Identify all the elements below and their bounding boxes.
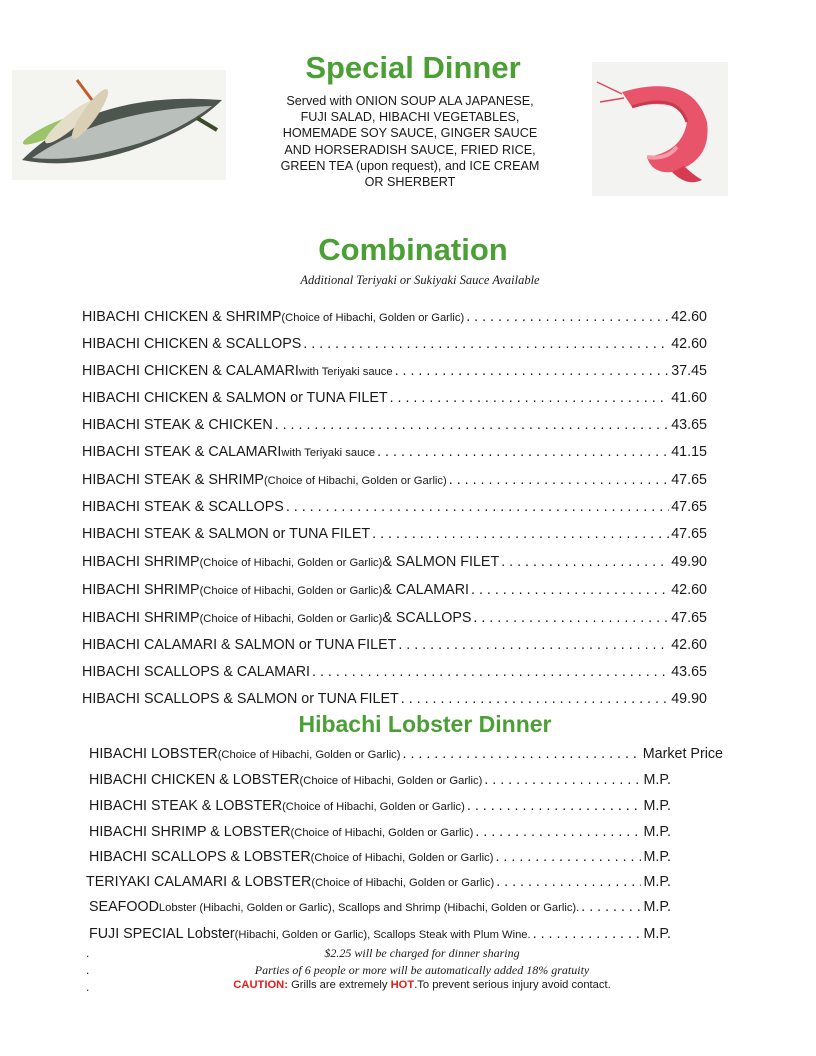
lobster-title: Hibachi Lobster Dinner bbox=[298, 711, 552, 737]
dot-leader bbox=[312, 664, 669, 680]
dot-leader bbox=[496, 874, 641, 890]
item-note: (Choice of Hibachi, Golden or Garlic) bbox=[199, 557, 383, 569]
item-name: HIBACHI STEAK & CALAMARI bbox=[82, 444, 282, 460]
item-name: HIBACHI CHICKEN & SCALLOPS bbox=[82, 336, 302, 352]
item-note: Lobster (Hibachi, Golden or Garlic), Scallops and Shrimp (Hibachi, Golden or Garlic). bbox=[158, 902, 580, 914]
item-name: HIBACHI STEAK & SCALLOPS bbox=[82, 499, 284, 515]
menu-row bbox=[82, 637, 707, 653]
item-name: HIBACHI CHICKEN & SALMON or TUNA FILET bbox=[82, 390, 388, 406]
dot-leader bbox=[449, 472, 669, 488]
item-name: HIBACHI STEAK & LOBSTER bbox=[89, 798, 283, 814]
item-note: (Choice of Hibachi, Golden or Garlic) bbox=[311, 877, 495, 889]
item-price: 47.65 bbox=[671, 526, 707, 542]
item-price: 49.90 bbox=[671, 554, 707, 570]
item-note: (Choice of Hibachi, Golden or Garlic) bbox=[199, 613, 383, 625]
item-price: M.P. bbox=[643, 926, 671, 942]
item-note: (Choice of Hibachi, Golden or Garlic) bbox=[282, 801, 465, 813]
item-note: (Choice of Hibachi, Golden or Garlic) bbox=[290, 827, 474, 839]
item-price: M.P. bbox=[643, 849, 671, 865]
menu-row bbox=[82, 363, 707, 379]
tempura-image bbox=[12, 70, 226, 180]
item-price: 47.65 bbox=[671, 472, 707, 488]
item-price: 41.15 bbox=[671, 444, 707, 460]
dot-leader bbox=[275, 417, 670, 433]
dot-leader bbox=[403, 746, 641, 762]
intro-line: OR SHERBERT bbox=[364, 175, 456, 190]
item-note: (Choice of Hibachi, Golden or Garlic) bbox=[263, 475, 447, 487]
item-note: (Choice of Hibachi, Golden or Garlic) bbox=[217, 749, 401, 761]
item-name: HIBACHI SHRIMP bbox=[82, 582, 200, 598]
item-name: SEAFOOD bbox=[89, 899, 159, 915]
menu-row bbox=[82, 417, 707, 433]
item-name-extra: & SALMON FILET bbox=[382, 554, 500, 570]
item-name: TERIYAKI CALAMARI & LOBSTER bbox=[86, 874, 312, 890]
item-name-extra: & SCALLOPS bbox=[382, 610, 472, 626]
combination-title: Combination bbox=[318, 232, 508, 267]
item-name: HIBACHI STEAK & SHRIMP bbox=[82, 472, 264, 488]
item-price: M.P. bbox=[643, 874, 671, 890]
dot-leader bbox=[390, 390, 670, 406]
item-name: HIBACHI SHRIMP bbox=[82, 554, 200, 570]
item-name: HIBACHI SCALLOPS & SALMON or TUNA FILET bbox=[82, 691, 399, 707]
item-price: 42.60 bbox=[671, 582, 707, 598]
item-name: HIBACHI CHICKEN & SHRIMP bbox=[82, 309, 282, 325]
intro-text bbox=[260, 93, 560, 190]
item-name: HIBACHI SHRIMP & LOBSTER bbox=[89, 824, 291, 840]
item-note: (Choice of Hibachi, Golden or Garlic) bbox=[281, 312, 465, 324]
combination-subtitle: Additional Teriyaki or Sukiyaki Sauce Available bbox=[300, 273, 540, 287]
item-note: (Hibachi, Golden or Garlic), Scallops Steak with Plum Wine. bbox=[234, 929, 531, 941]
menu-row bbox=[89, 798, 671, 814]
menu-row bbox=[82, 390, 707, 406]
item-name: HIBACHI SCALLOPS & LOBSTER bbox=[89, 849, 311, 865]
dot-leader bbox=[395, 363, 670, 379]
item-price: 47.65 bbox=[671, 610, 707, 626]
gratuity-note: Parties of 6 people or more will be automatically added 18% gratuity bbox=[254, 963, 590, 977]
item-price: 42.60 bbox=[671, 637, 707, 653]
item-price: M.P. bbox=[643, 772, 671, 788]
item-price: M.P. bbox=[643, 798, 671, 814]
dot-leader bbox=[471, 582, 669, 598]
menu-row bbox=[82, 472, 707, 488]
intro-line: FUJI SALAD, HIBACHI VEGETABLES, bbox=[300, 110, 520, 125]
item-price: 49.90 bbox=[671, 691, 707, 707]
item-note: (Choice of Hibachi, Golden or Garlic) bbox=[299, 775, 483, 787]
item-price: Market Price bbox=[642, 746, 723, 762]
menu-row bbox=[86, 874, 671, 890]
menu-row bbox=[82, 309, 707, 325]
menu-row bbox=[89, 899, 671, 915]
intro-line: HOMEMADE SOY SAUCE, GINGER SAUCE bbox=[282, 126, 538, 141]
item-note: (Choice of Hibachi, Golden or Garlic) bbox=[199, 585, 383, 597]
menu-row bbox=[82, 554, 707, 570]
menu-row bbox=[82, 444, 707, 460]
caution-note bbox=[14, 979, 816, 991]
item-name: HIBACHI CHICKEN & CALAMARI bbox=[82, 363, 299, 379]
caution-text: Grills are extremely bbox=[287, 979, 391, 991]
dot-leader bbox=[495, 849, 641, 865]
page-title: Special Dinner bbox=[305, 50, 521, 85]
item-price: 43.65 bbox=[671, 664, 707, 680]
item-name: HIBACHI SHRIMP bbox=[82, 610, 200, 626]
item-note: (Choice of Hibachi, Golden or Garlic) bbox=[310, 852, 494, 864]
menu-row bbox=[82, 582, 707, 598]
caution-hot: HOT bbox=[390, 979, 415, 991]
dot-leader bbox=[398, 637, 669, 653]
bullet: . bbox=[86, 946, 90, 960]
menu-row bbox=[82, 691, 707, 707]
caution-text-end: .To prevent serious injury avoid contact. bbox=[414, 979, 611, 991]
item-price: 42.60 bbox=[671, 309, 707, 325]
intro-line: Served with ONION SOUP ALA JAPANESE, bbox=[286, 94, 534, 108]
dot-leader bbox=[303, 336, 669, 352]
item-name: HIBACHI SCALLOPS & CALAMARI bbox=[82, 664, 311, 680]
dot-leader bbox=[475, 824, 641, 840]
item-name: HIBACHI LOBSTER bbox=[89, 746, 218, 762]
item-price: M.P. bbox=[643, 899, 671, 915]
dot-leader bbox=[377, 444, 669, 460]
sharing-note: $2.25 will be charged for dinner sharing bbox=[324, 946, 520, 960]
item-name-extra: & CALAMARI bbox=[382, 582, 469, 598]
item-price: 41.60 bbox=[671, 390, 707, 406]
item-note: with Teriyaki sauce bbox=[298, 366, 393, 378]
dot-leader bbox=[533, 926, 642, 942]
item-price: 42.60 bbox=[671, 336, 707, 352]
item-note: with Teriyaki sauce bbox=[281, 447, 376, 459]
dot-leader bbox=[466, 309, 669, 325]
item-name: FUJI SPECIAL Lobster bbox=[89, 926, 235, 942]
item-name: HIBACHI CALAMARI & SALMON or TUNA FILET bbox=[82, 637, 397, 653]
menu-row bbox=[89, 926, 671, 942]
item-price: M.P. bbox=[643, 824, 671, 840]
menu-row bbox=[82, 526, 707, 542]
intro-line: AND HORSERADISH SAUCE, FRIED RICE, bbox=[284, 142, 536, 157]
dot-leader bbox=[286, 499, 669, 515]
dot-leader bbox=[467, 798, 642, 814]
dot-leader bbox=[473, 610, 669, 626]
dot-leader bbox=[501, 554, 669, 570]
dot-leader bbox=[484, 772, 641, 788]
item-name: HIBACHI STEAK & CHICKEN bbox=[82, 417, 273, 433]
bullet: . bbox=[86, 980, 90, 994]
item-name: HIBACHI STEAK & SALMON or TUNA FILET bbox=[82, 526, 371, 542]
menu-row bbox=[82, 664, 707, 680]
caution-label: CAUTION: bbox=[233, 979, 288, 991]
bullet: . bbox=[86, 963, 90, 977]
dot-leader bbox=[581, 899, 641, 915]
item-price: 43.65 bbox=[671, 417, 707, 433]
menu-row bbox=[89, 746, 723, 762]
menu-row bbox=[82, 499, 707, 515]
dot-leader bbox=[401, 691, 669, 707]
menu-row bbox=[89, 772, 671, 788]
menu-row bbox=[89, 849, 671, 865]
item-price: 37.45 bbox=[671, 363, 707, 379]
menu-row bbox=[82, 336, 707, 352]
menu-row bbox=[89, 824, 671, 840]
dot-leader bbox=[372, 526, 669, 542]
intro-line: GREEN TEA (upon request), and ICE CREAM bbox=[280, 158, 540, 173]
item-price: 47.65 bbox=[671, 499, 707, 515]
item-name: HIBACHI CHICKEN & LOBSTER bbox=[89, 772, 300, 788]
menu-row bbox=[82, 610, 707, 626]
